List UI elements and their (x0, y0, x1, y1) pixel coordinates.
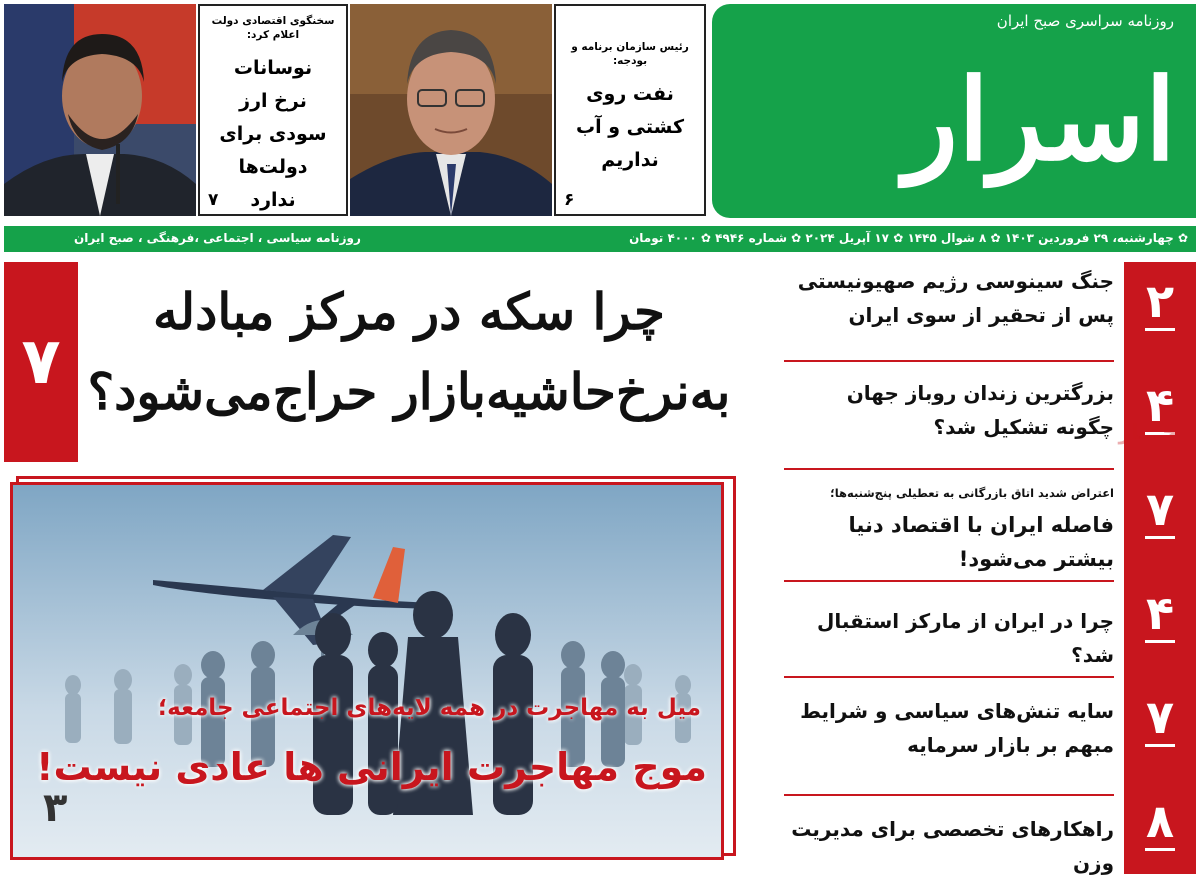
side-story-headline: سایه تنش‌های سیاسی و شرایط مبهم بر بازار سرمایه (800, 699, 1114, 757)
side-story[interactable] (784, 694, 1114, 762)
teaser-headline: نوسانات نرخ ارز سودی برای دولت‌ها ندارد (219, 57, 327, 211)
portrait-photo-economy-spokesman (4, 4, 196, 216)
masthead (712, 4, 1196, 218)
portrait-photo-budget-chief (350, 4, 552, 216)
main-headline-line2: به‌نرخ‌حاشیه‌بازار حراج‌می‌شود؟ (87, 362, 731, 421)
page-index-number[interactable]: ۸ (1124, 796, 1196, 846)
side-story[interactable] (784, 484, 1114, 576)
feature-image[interactable] (10, 482, 724, 860)
side-story-headline: راهکارهای تخصصی برای مدیریت وزن (791, 817, 1114, 875)
teaser-headline: نفت روی کشتی و آب نداریم (575, 83, 684, 171)
page-index-column (1124, 262, 1196, 874)
paper-tagline: روزنامه سیاسی ، اجتماعی ،فرهنگی ، صبح ایران (74, 231, 361, 245)
page-index-number[interactable]: ۷ (1124, 484, 1196, 534)
teaser-page-number: ۶ (564, 190, 575, 210)
side-story-headline: فاصله ایران با اقتصاد دنیا بیشتر می‌شود! (848, 513, 1114, 571)
side-story-headline: جنگ سینوسی رژیم صهیونیستی پس از تحقیر از سوی ایران (797, 269, 1114, 327)
page-index-number[interactable]: ۴ (1124, 380, 1196, 430)
main-headline[interactable] (84, 262, 734, 462)
side-story[interactable] (784, 812, 1114, 880)
side-story-kicker: اعتراض شدید اتاق بازرگانی به تعطیلی پنج‌شنبه‌ها؛ (830, 486, 1114, 500)
side-story-headline: بزرگترین زندان روباز جهان چگونه تشکیل شد؟ (846, 381, 1114, 439)
page-index-number[interactable]: ۲ (1124, 276, 1196, 326)
date-bar (4, 226, 1196, 252)
newspaper-logo: اسرار (904, 55, 1176, 186)
side-story[interactable] (784, 376, 1114, 444)
side-story-headline: چرا در ایران از مارکز استقبال شد؟ (817, 609, 1114, 667)
teaser-page-number: ۷ (208, 190, 219, 210)
feature-page-number: ۳ (43, 785, 68, 831)
story-divider (784, 580, 1114, 582)
side-story[interactable] (784, 604, 1114, 672)
teaser-kicker: رئیس سازمان برنامه و بودجه: (571, 41, 689, 67)
masthead-slogan: روزنامه سراسری صبح ایران (996, 12, 1174, 30)
feature-headline: موج مهاجرت ایرانی ها عادی نیست! (36, 745, 707, 789)
story-divider (784, 360, 1114, 362)
feature-kicker: میل به مهاجرت در همه لایه‌های اجتماعی جامعه؛ (157, 695, 701, 721)
teaser-budget-chief[interactable] (554, 4, 706, 216)
watermark-logo: جـــار (1118, 420, 1178, 445)
main-headline-line1: چرا سکه در مرکز مبادله (153, 282, 665, 341)
main-story-page-number[interactable]: ۷ (4, 262, 78, 462)
page-index-number[interactable]: ۷ (1124, 692, 1196, 742)
teaser-kicker: سخنگوی اقتصادی دولت اعلام کرد: (211, 15, 335, 41)
issue-date-info: ✿ چهارشنبه، ۲۹ فروردین ۱۴۰۳ ✿ ۸ شوال ۱۴۴۵ ✿ ۱۷ آپریل ۲۰۲۴ ✿ شماره ۴۹۴۶ ✿ ۴۰۰۰ تومان (629, 231, 1188, 245)
page-index-number[interactable]: ۴ (1124, 588, 1196, 638)
teaser-economy-spokesman[interactable] (198, 4, 348, 216)
story-divider (784, 794, 1114, 796)
story-divider (784, 676, 1114, 678)
story-divider (784, 468, 1114, 470)
side-story[interactable] (784, 264, 1114, 332)
